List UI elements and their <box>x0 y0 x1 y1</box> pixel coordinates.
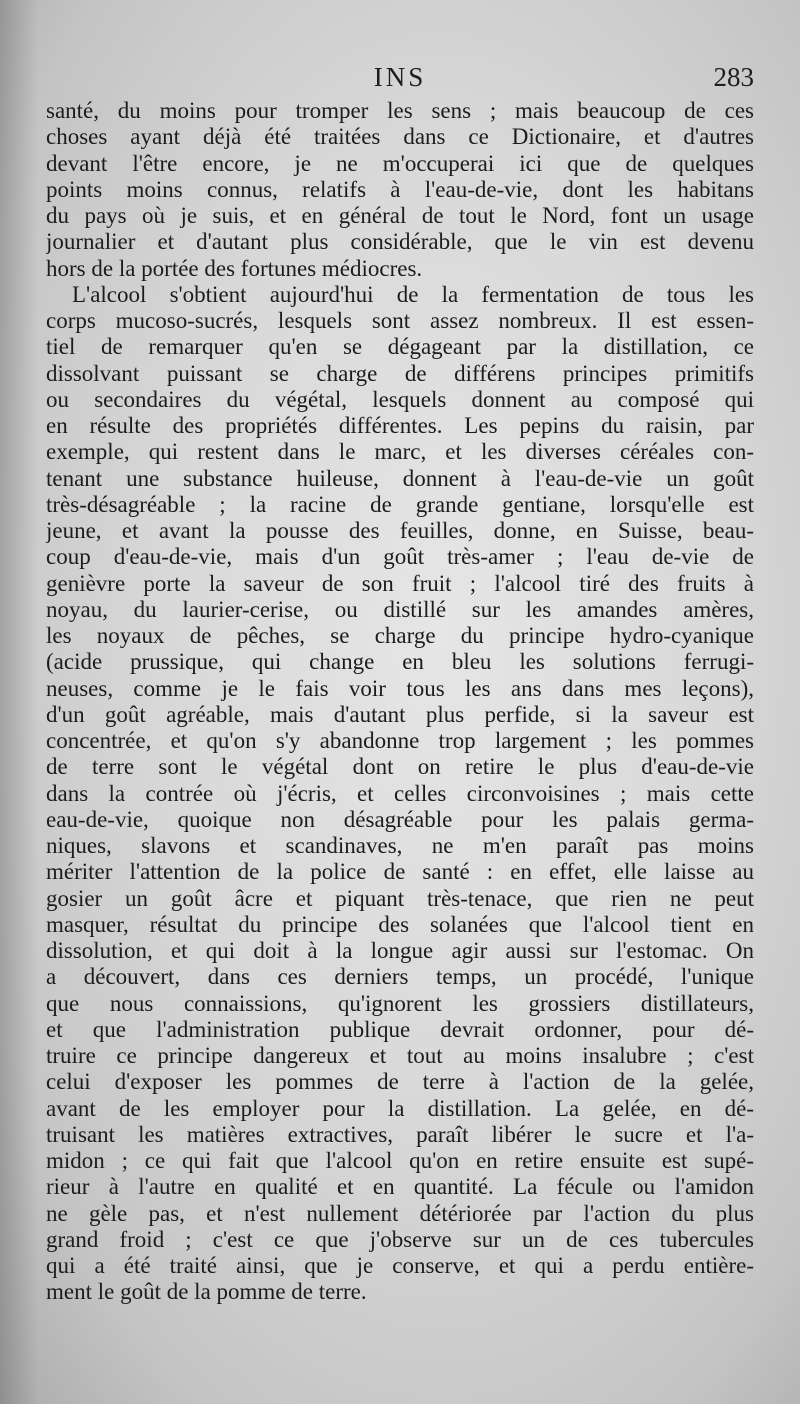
text-line: en résulte des propriétés différentes. Les pepins du raisin, par <box>46 413 754 438</box>
page-header <box>46 62 754 98</box>
text-line: tenant une substance huileuse, donnent à l'eau-de-vie un goût <box>46 465 754 491</box>
text-line: niques, slavons et scandinaves, ne m'en paraît pas moins <box>46 833 754 858</box>
text-line: ne gèle pas, et n'est nullement détériorée par l'action du plus <box>46 1200 754 1226</box>
body-text <box>46 98 754 1306</box>
text-line: avant de les employer pour la distillation. La gelée, en dé- <box>46 1095 754 1121</box>
text-line: jeune, et avant la pousse des feuilles, donne, en Suisse, beau- <box>46 518 754 543</box>
text-line: que nous connaissions, qu'ignorent les grossiers distillateurs, <box>46 990 754 1016</box>
text-line: rieur à l'autre en qualité et en quantité. La fécule ou l'amidon <box>46 1174 754 1200</box>
paragraph <box>46 98 754 282</box>
page-number: 283 <box>713 62 754 92</box>
text-line: et que l'administration publique devrait ordonner, pour dé- <box>46 1016 754 1042</box>
text-line: corps mucoso-sucrés, lesquels sont assez nombreux. Il est essen- <box>46 308 754 333</box>
text-line: les noyaux de pêches, se charge du principe hydro-cyanique <box>46 623 754 648</box>
text-line: hors de la portée des fortunes médiocres. <box>46 255 423 281</box>
text-line: a découvert, dans ces derniers temps, un procédé, l'unique <box>46 964 754 990</box>
text-line: ment le goût de la pomme de terre. <box>46 1279 367 1305</box>
text-line: genièvre porte la saveur de son fruit ; l'alcool tiré des fruits à <box>46 570 754 596</box>
text-line: coup d'eau-de-vie, mais d'un goût très-amer ; l'eau de-vie de <box>46 544 754 570</box>
text-line: qui a été traité ainsi, que je conserve, et qui a perdu entière- <box>46 1253 754 1278</box>
text-line: du pays où je suis, et en général de tout le Nord, font un usage <box>46 203 754 228</box>
text-line: mériter l'attention de la police de santé : en effet, elle laisse au <box>46 859 754 885</box>
text-line: midon ; ce qui fait que l'alcool qu'on en retire ensuite est supé- <box>46 1148 754 1173</box>
text-line: choses ayant déjà été traitées dans ce Dictionaire, et d'autres <box>46 124 754 150</box>
running-head: INS <box>373 62 427 92</box>
text-line: ou secondaires du végétal, lesquels donnent au composé qui <box>46 386 754 412</box>
text-line: santé, du moins pour tromper les sens ; mais beaucoup de ces <box>46 98 754 123</box>
text-line: de terre sont le végétal dont on retire le plus d'eau-de-vie <box>46 754 754 780</box>
text-line: gosier un goût âcre et piquant très-tenace, que rien ne peut <box>46 885 754 911</box>
text-line: très-désagréable ; la racine de grande gentiane, lorsqu'elle est <box>46 491 754 517</box>
text-line: dans la contrée où j'écris, et celles circonvoisines ; mais cette <box>46 780 754 806</box>
text-line: truisant les matières extractives, paraît libérer le sucre et l'a- <box>46 1121 754 1147</box>
text-line: journalier et d'autant plus considérable, que le vin est devenu <box>46 229 754 255</box>
text-line: truire ce principe dangereux et tout au moins insalubre ; c'est <box>46 1043 754 1068</box>
text-line: d'un goût agréable, mais d'autant plus perfide, si la saveur est <box>46 701 754 727</box>
text-line: dissolvant puissant se charge de différens principes primitifs <box>46 360 754 386</box>
text-line: celui d'exposer les pommes de terre à l'action de la gelée, <box>46 1069 754 1095</box>
paragraph <box>46 282 754 1306</box>
text-line: grand froid ; c'est ce que j'observe sur un de ces tubercules <box>46 1226 754 1252</box>
text-line: exemple, qui restent dans le marc, et les diverses céréales con- <box>46 439 754 465</box>
text-line: concentrée, et qu'on s'y abandonne trop largement ; les pommes <box>46 728 754 753</box>
text-line: neuses, comme je le fais voir tous les ans dans mes leçons), <box>46 675 754 701</box>
text-line: (acide prussique, qui change en bleu les solutions ferrugi- <box>46 649 754 675</box>
text-line: points moins connus, relatifs à l'eau-de-vie, dont les habitans <box>46 176 754 202</box>
text-line: dissolution, et qui doit à la longue agir aussi sur l'estomac. On <box>46 938 754 963</box>
text-line: tiel de remarquer qu'en se dégageant par la distillation, ce <box>46 334 754 360</box>
text-line: noyau, du laurier-cerise, ou distillé sur les amandes amères, <box>46 596 754 622</box>
text-line: devant l'être encore, je ne m'occuperai ici que de quelques <box>46 150 754 176</box>
text-line: eau-de-vie, quoique non désagréable pour les palais germa- <box>46 806 754 832</box>
text-line: L'alcool s'obtient aujourd'hui de la fermentation de tous les <box>72 281 754 307</box>
text-line: masquer, résultat du principe des solanées que l'alcool tient en <box>46 911 754 937</box>
